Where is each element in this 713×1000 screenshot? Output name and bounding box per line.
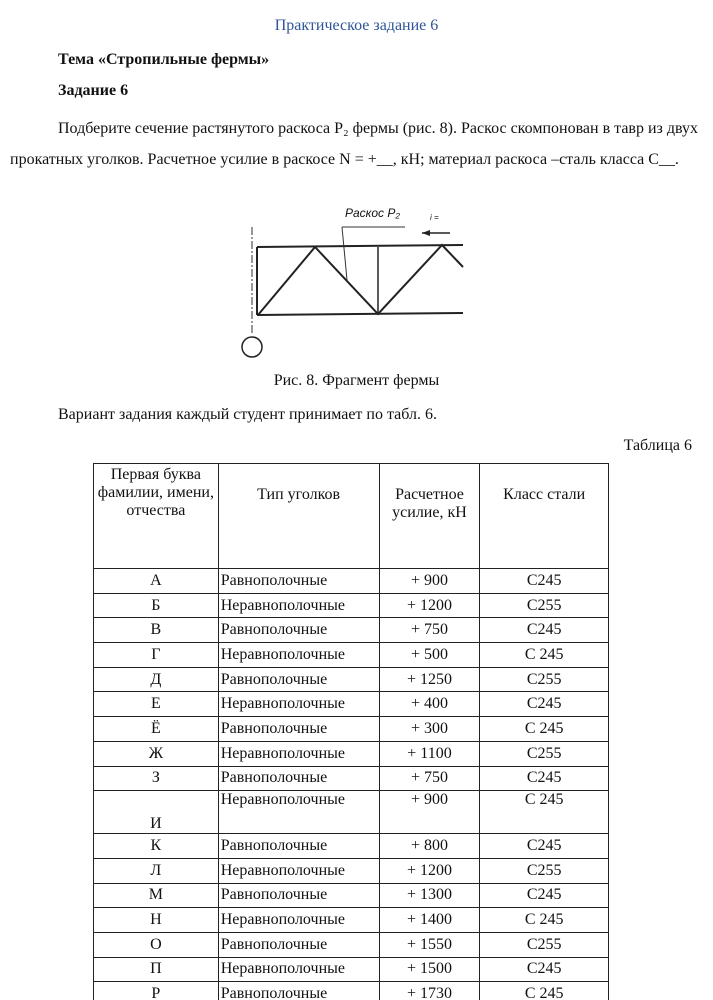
table-row — [94, 618, 609, 643]
table-label: Таблица 6 — [623, 437, 692, 454]
letter-cell: О — [94, 932, 219, 957]
steel-class-cell: С255 — [480, 741, 609, 766]
angle-type-cell: Неравнополочные — [218, 692, 379, 717]
steel-class-cell: С245 — [480, 834, 609, 859]
task-heading: Задание 6 — [58, 82, 129, 99]
force-cell: + 1100 — [379, 741, 480, 766]
letter-cell: А — [94, 569, 219, 594]
letter-cell: Д — [94, 667, 219, 692]
table-row — [94, 766, 609, 791]
figure-caption: Рис. 8. Фрагмент фермы — [273, 372, 440, 389]
steel-class-cell: С245 — [480, 883, 609, 908]
table-header-row — [94, 464, 609, 569]
steel-class-cell: С 245 — [480, 908, 609, 933]
column-header: Первая буква фамилии, имени, отчества — [94, 464, 219, 569]
force-cell: + 1250 — [379, 667, 480, 692]
angle-type-cell: Неравнополочные — [218, 858, 379, 883]
table-row — [94, 883, 609, 908]
angle-type-cell: Равнополочные — [218, 717, 379, 742]
letter-cell: Ж — [94, 741, 219, 766]
steel-class-cell: С255 — [480, 667, 609, 692]
angle-type-cell: Неравнополочные — [218, 741, 379, 766]
letter-cell: И — [94, 791, 219, 834]
letter-cell: П — [94, 957, 219, 982]
table-row — [94, 643, 609, 668]
steel-class-cell: С245 — [480, 957, 609, 982]
table-row — [94, 569, 609, 594]
letter-cell: Н — [94, 908, 219, 933]
letter-cell: В — [94, 618, 219, 643]
table-row — [94, 834, 609, 859]
angle-type-cell: Равнополочные — [218, 667, 379, 692]
letter-cell: Б — [94, 593, 219, 618]
table-row — [94, 717, 609, 742]
topic-heading: Тема «Стропильные фермы» — [58, 51, 270, 68]
force-cell: + 300 — [379, 717, 480, 742]
steel-class-cell: С 245 — [480, 643, 609, 668]
letter-cell: Г — [94, 643, 219, 668]
force-cell: + 500 — [379, 643, 480, 668]
force-cell: + 1400 — [379, 908, 480, 933]
steel-class-cell: С255 — [480, 932, 609, 957]
table-row — [94, 908, 609, 933]
column-header: Класс стали — [480, 464, 609, 569]
force-cell: + 1500 — [379, 957, 480, 982]
table-row — [94, 982, 609, 1000]
column-header: Тип уголков — [218, 464, 379, 569]
table-row — [94, 692, 609, 717]
angle-type-cell: Равнополочные — [218, 883, 379, 908]
steel-class-cell: С255 — [480, 858, 609, 883]
letter-cell: Ё — [94, 717, 219, 742]
steel-class-cell: С 245 — [480, 791, 609, 834]
letter-cell: З — [94, 766, 219, 791]
angle-type-cell: Неравнополочные — [218, 791, 379, 834]
force-cell: + 1550 — [379, 932, 480, 957]
page-title: Практическое задание 6 — [274, 17, 439, 34]
letter-cell: Е — [94, 692, 219, 717]
angle-type-cell: Равнополочные — [218, 932, 379, 957]
letter-cell: Р — [94, 982, 219, 1000]
angle-type-cell: Равнополочные — [218, 569, 379, 594]
steel-class-cell: С 245 — [480, 717, 609, 742]
table-row — [94, 932, 609, 957]
force-cell: + 900 — [379, 791, 480, 834]
letter-cell: Л — [94, 858, 219, 883]
angle-type-cell: Равнополочные — [218, 834, 379, 859]
table-row — [94, 667, 609, 692]
letter-cell: М — [94, 883, 219, 908]
angle-type-cell: Неравнополочные — [218, 908, 379, 933]
angle-type-cell: Равнополочные — [218, 766, 379, 791]
angle-type-cell: Неравнополочные — [218, 593, 379, 618]
steel-class-cell: С255 — [480, 593, 609, 618]
steel-class-cell: С245 — [480, 569, 609, 594]
force-cell: + 1200 — [379, 593, 480, 618]
steel-class-cell: С245 — [480, 766, 609, 791]
table-row — [94, 593, 609, 618]
force-cell: + 400 — [379, 692, 480, 717]
force-cell: + 750 — [379, 766, 480, 791]
task-paragraph: Подберите сечение растянутого раскоса P₂ фермы (рис. 8). Раскос скомпонован в тавр из двух прокатных уголков. Расчетное усилие в раскосе N = +__, кН; материал раскоса –сталь класса С__. — [10, 120, 699, 168]
force-cell: + 1300 — [379, 883, 480, 908]
steel-class-cell: С245 — [480, 618, 609, 643]
table-row — [94, 791, 609, 834]
variants-table — [93, 463, 609, 1000]
letter-cell: К — [94, 834, 219, 859]
table-row — [94, 957, 609, 982]
force-cell: + 900 — [379, 569, 480, 594]
force-cell: + 750 — [379, 618, 480, 643]
force-cell: + 1200 — [379, 858, 480, 883]
table-row — [94, 741, 609, 766]
figure-label: Раскос P₂ — [345, 206, 400, 220]
truss-figure — [230, 195, 480, 365]
slope-label: i = — [430, 213, 439, 222]
angle-type-cell: Равнополочные — [218, 618, 379, 643]
column-header: Расчетное усилие, кН — [379, 464, 480, 569]
angle-type-cell: Равнополочные — [218, 982, 379, 1000]
steel-class-cell: С245 — [480, 692, 609, 717]
table-row — [94, 858, 609, 883]
force-cell: + 800 — [379, 834, 480, 859]
force-cell: + 1730 — [379, 982, 480, 1000]
angle-type-cell: Неравнополочные — [218, 643, 379, 668]
angle-type-cell: Неравнополочные — [218, 957, 379, 982]
variant-text: Вариант задания каждый студент принимает по табл. 6. — [58, 406, 437, 423]
steel-class-cell: С 245 — [480, 982, 609, 1000]
